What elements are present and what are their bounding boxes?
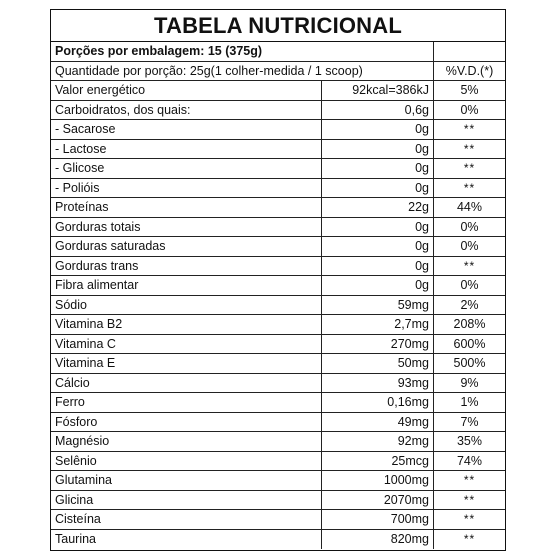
nutrient-name: Gorduras trans: [51, 257, 322, 276]
nutrient-vd: 2%: [460, 297, 479, 312]
nutrient-name: Vitamina C: [51, 335, 322, 354]
nutrient-vd: **: [463, 473, 476, 487]
nutrient-amount: 59mg: [322, 296, 434, 315]
table-row: [51, 393, 505, 413]
nutrient-amount: 0g: [322, 257, 434, 276]
nutrient-amount: 25mcg: [322, 452, 434, 471]
servings-row: [51, 42, 505, 62]
nutrient-vd: **: [463, 531, 476, 546]
nutrient-amount: 700mg: [322, 510, 434, 529]
nutrient-vd: **: [463, 161, 476, 175]
nutrient-vd: 0%: [460, 102, 479, 117]
nutrient-vd: 9%: [460, 375, 479, 390]
nutrient-vd: 0%: [460, 239, 479, 253]
nutrient-amount: 22g: [322, 198, 434, 217]
nutrient-vd: 0%: [460, 219, 479, 234]
table-row: [51, 510, 505, 530]
nutrient-amount: 2070mg: [322, 491, 434, 510]
nutrient-amount: 0,6g: [322, 101, 434, 120]
table-row: [51, 257, 505, 277]
table-row: [51, 276, 505, 296]
nutrient-name: - Glicose: [51, 159, 322, 178]
table-row: [51, 237, 505, 257]
table-row: [51, 530, 505, 550]
table-row: [51, 81, 505, 101]
nutrient-amount: 0,16mg: [322, 393, 434, 412]
nutrient-name: Fósforo: [51, 413, 322, 432]
nutrient-name: Sódio: [51, 296, 322, 315]
table-row: [51, 101, 505, 121]
table-title: TABELA NUTRICIONAL: [51, 10, 505, 42]
nutrient-name: Taurina: [51, 530, 322, 550]
nutrient-name: Selênio: [51, 452, 322, 471]
table-row: [51, 159, 505, 179]
nutrient-amount: 92kcal=386kJ: [322, 81, 434, 100]
nutrient-vd: **: [463, 141, 476, 156]
table-row: [51, 315, 505, 335]
nutrient-amount: 0g: [322, 140, 434, 159]
nutrient-name: Glicina: [51, 491, 322, 510]
nutrient-vd: 5%: [460, 83, 479, 97]
nutrition-table: [50, 9, 506, 551]
nutrient-amount: 50mg: [322, 354, 434, 373]
vd-header: %V.D.(*): [445, 63, 494, 78]
nutrient-vd: **: [463, 492, 476, 507]
table-row: [51, 296, 505, 316]
nutrient-vd: 208%: [453, 317, 486, 331]
nutrient-name: Cisteína: [51, 510, 322, 529]
nutrient-name: Fibra alimentar: [51, 276, 322, 295]
nutrient-amount: 92mg: [322, 432, 434, 451]
portion-row: [51, 62, 505, 82]
nutrient-vd: 600%: [453, 336, 486, 351]
table-row: [51, 413, 505, 433]
nutrient-amount: 0g: [322, 218, 434, 237]
nutrient-amount: 0g: [322, 276, 434, 295]
nutrient-amount: 2,7mg: [322, 315, 434, 334]
nutrient-rows: [51, 81, 505, 549]
table-row: [51, 218, 505, 238]
table-row: [51, 140, 505, 160]
nutrient-amount: 0g: [322, 159, 434, 178]
table-row: [51, 491, 505, 511]
table-row: [51, 179, 505, 199]
nutrient-amount: 49mg: [322, 413, 434, 432]
nutrient-amount: 1000mg: [322, 471, 434, 490]
nutrient-name: Glutamina: [51, 471, 322, 490]
nutrient-name: Cálcio: [51, 374, 322, 393]
nutrient-vd: 0%: [460, 278, 479, 292]
servings-label: Porções por embalagem: 15 (375g): [51, 42, 434, 61]
nutrient-name: Ferro: [51, 393, 322, 412]
nutrient-name: - Sacarose: [51, 120, 322, 139]
table-row: [51, 354, 505, 374]
nutrient-vd: 35%: [456, 434, 483, 448]
nutrient-name: Gorduras totais: [51, 218, 322, 237]
nutrient-name: Vitamina E: [51, 354, 322, 373]
nutrient-vd: 7%: [460, 414, 479, 429]
nutrient-vd: 500%: [453, 356, 486, 370]
table-row: [51, 452, 505, 472]
table-row: [51, 335, 505, 355]
servings-empty-cell: [434, 42, 505, 61]
table-row: [51, 471, 505, 491]
nutrient-amount: 93mg: [322, 374, 434, 393]
nutrient-name: Carboidratos, dos quais:: [51, 101, 322, 120]
nutrient-name: Gorduras saturadas: [51, 237, 322, 256]
nutrient-amount: 0g: [322, 237, 434, 256]
nutrient-name: - Polióis: [51, 179, 322, 198]
table-row: [51, 432, 505, 452]
nutrient-name: Vitamina B2: [51, 315, 322, 334]
nutrient-vd: **: [463, 180, 476, 195]
nutrient-amount: 0g: [322, 179, 434, 198]
nutrient-amount: 270mg: [322, 335, 434, 354]
table-row: [51, 374, 505, 394]
nutrient-vd: **: [463, 258, 476, 273]
nutrient-vd: 74%: [456, 453, 483, 468]
nutrient-vd: 44%: [456, 200, 483, 214]
nutrient-vd: **: [463, 512, 476, 526]
nutrient-name: - Lactose: [51, 140, 322, 159]
table-row: [51, 120, 505, 140]
nutrient-vd: 1%: [460, 395, 479, 409]
nutrient-amount: 0g: [322, 120, 434, 139]
nutrient-name: Proteínas: [51, 198, 322, 217]
table-row: [51, 198, 505, 218]
portion-label: Quantidade por porção: 25g(1 colher-medida / 1 scoop): [51, 62, 434, 81]
nutrient-amount: 820mg: [322, 530, 434, 550]
nutrient-name: Valor energético: [51, 81, 322, 100]
nutrient-name: Magnésio: [51, 432, 322, 451]
nutrient-vd: **: [463, 122, 476, 136]
